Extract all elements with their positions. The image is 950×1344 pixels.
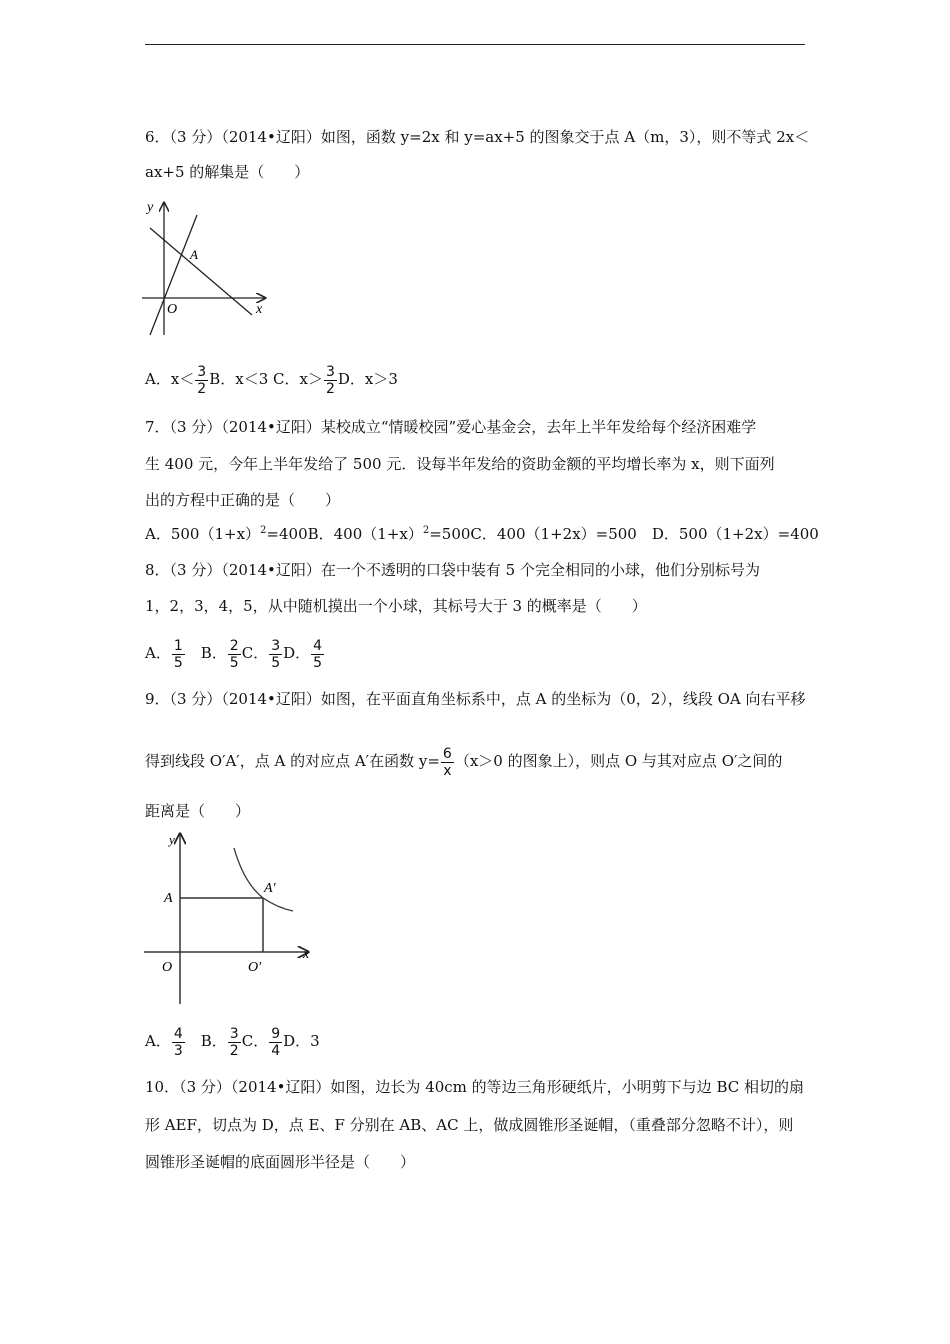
q9-label-x: x	[303, 947, 310, 962]
q7-text-line3: 出的方程中正确的是（ ）	[145, 491, 341, 509]
q6-graph	[140, 195, 275, 345]
q9-text-line2-pre: 得到线段 O′A′，点 A 的对应点 A′在函数 y=	[145, 752, 440, 770]
q6-option-c-numerator: 3	[325, 363, 335, 380]
q7-option-a: A．500（1+x）	[145, 525, 261, 543]
q7-option-cd: =500C．400（1+2x）=500 D．500（1+2x）=400	[429, 525, 819, 543]
q6-option-a-denominator: 2	[197, 380, 207, 397]
q10-text-line2: 形 AEF，切点为 D，点 E、F 分别在 AB、AC 上，做成圆锥形圣诞帽，（重叠部分忽略不计），则	[145, 1116, 794, 1134]
q9-function-numerator: 6	[442, 745, 452, 762]
q9-option-c-numerator: 9	[271, 1025, 281, 1042]
q7-option-b-exponent: 2	[422, 525, 430, 536]
q9-function-fraction	[441, 746, 454, 779]
q6-options	[145, 362, 398, 397]
q8-option-c-denominator: 5	[271, 654, 281, 671]
q9-text-line1: 9．（3 分）（2014•辽阳）如图，在平面直角坐标系中，点 A 的坐标为（0，2），线段 OA 向右平移	[145, 690, 806, 708]
q9-option-a-denominator: 3	[173, 1042, 183, 1059]
q8-text-line2: 1，2，3，4，5，从中随机摸出一个小球，其标号大于 3 的概率是（ ）	[145, 597, 647, 615]
q8-option-d: D．	[283, 644, 311, 662]
q6-line-ax5	[150, 228, 252, 315]
q8-option-b-fraction	[228, 638, 241, 671]
q9-option-c-denominator: 4	[271, 1042, 281, 1059]
q9-option-c: C．	[241, 1032, 269, 1050]
q8-option-a: A．	[145, 644, 171, 662]
q9-label-o: O	[162, 960, 173, 975]
q9-option-a-numerator: 4	[173, 1025, 183, 1042]
q9-function-denominator: x	[443, 762, 452, 779]
q7-option-a-exponent: 2	[260, 525, 267, 536]
q9-option-b: B．	[200, 1032, 227, 1050]
q8-option-d-fraction	[311, 638, 324, 671]
q6-option-a: A．x＜	[145, 370, 195, 388]
q8-option-a-denominator: 5	[173, 654, 183, 671]
q6-option-c-denominator: 2	[325, 380, 335, 397]
q8-options	[145, 636, 325, 671]
q7-text-line2: 生 400 元，今年上半年发给了 500 元．设每半年发给的资助金额的平均增长率为 x，则下面列	[145, 455, 775, 473]
q9-option-a-fraction	[172, 1026, 185, 1059]
q9-text-line2-post: （x＞0 的图象上），则点 O 与其对应点 O′之间的	[454, 752, 783, 770]
q9-option-c-fraction	[269, 1026, 282, 1059]
q8-option-a-fraction	[172, 638, 185, 671]
q9-options	[145, 1024, 320, 1059]
q7-text-line1: 7．（3 分）（2014•辽阳）某校成立“情暖校园”爱心基金会，去年上半年发给每个经济困难学	[145, 418, 757, 436]
q6-label-y: y	[147, 200, 154, 215]
q6-label-o: O	[167, 302, 178, 317]
q6-text-line2: ax+5 的解集是（ ）	[145, 163, 310, 181]
q7-options	[145, 523, 819, 545]
q9-label-a-prime: A′	[264, 881, 276, 896]
q8-text-line1: 8．（3 分）（2014•辽阳）在一个不透明的口袋中装有 5 个完全相同的小球，他们分别标号为	[145, 561, 760, 579]
q6-option-d: D．x＞3	[337, 370, 398, 388]
q8-option-b-denominator: 5	[229, 654, 239, 671]
q10-text-line3: 圆锥形圣诞帽的底面圆形半径是（ ）	[145, 1153, 416, 1171]
q9-label-o-prime: O′	[248, 960, 262, 975]
q9-graph	[140, 828, 325, 1008]
q8-option-d-denominator: 5	[313, 654, 323, 671]
q9-text-line2	[145, 744, 782, 779]
q8-option-c: C．	[241, 644, 269, 662]
q9-option-d: D．3	[283, 1032, 320, 1050]
q8-option-d-numerator: 4	[313, 637, 323, 654]
q8-option-a-numerator: 1	[173, 637, 183, 654]
q6-text-line1: 6．（3 分）（2014•辽阳）如图，函数 y=2x 和 y=ax+5 的图象交于点 A（m，3），则不等式 2x＜	[145, 128, 810, 146]
q9-label-a: A	[164, 891, 173, 906]
q8-option-b: B．	[200, 644, 227, 662]
q8-option-c-fraction	[269, 638, 282, 671]
q6-option-a-numerator: 3	[197, 363, 207, 380]
q9-label-y: y	[169, 832, 175, 847]
q8-option-c-numerator: 3	[271, 637, 281, 654]
q9-option-b-fraction	[228, 1026, 241, 1059]
q6-option-b: B．x＜3 C．x＞	[209, 370, 323, 388]
q6-label-a: A	[190, 247, 198, 262]
header-rule	[145, 44, 805, 45]
q8-option-b-numerator: 2	[229, 637, 239, 654]
q9-option-a: A．	[145, 1032, 171, 1050]
q6-option-a-fraction	[195, 364, 208, 397]
q7-option-b: =400B．400（1+x）	[266, 525, 423, 543]
q6-option-c-fraction	[324, 364, 337, 397]
q9-option-b-numerator: 3	[229, 1025, 239, 1042]
q6-line-2x	[150, 215, 197, 335]
q6-label-x: x	[256, 302, 263, 317]
q9-text-line3: 距离是（ ）	[145, 802, 251, 820]
q9-option-b-denominator: 2	[229, 1042, 239, 1059]
q10-text-line1: 10．（3 分）（2014•辽阳）如图，边长为 40cm 的等边三角形硬纸片，小明剪下与边 BC 相切的扇	[145, 1078, 804, 1096]
